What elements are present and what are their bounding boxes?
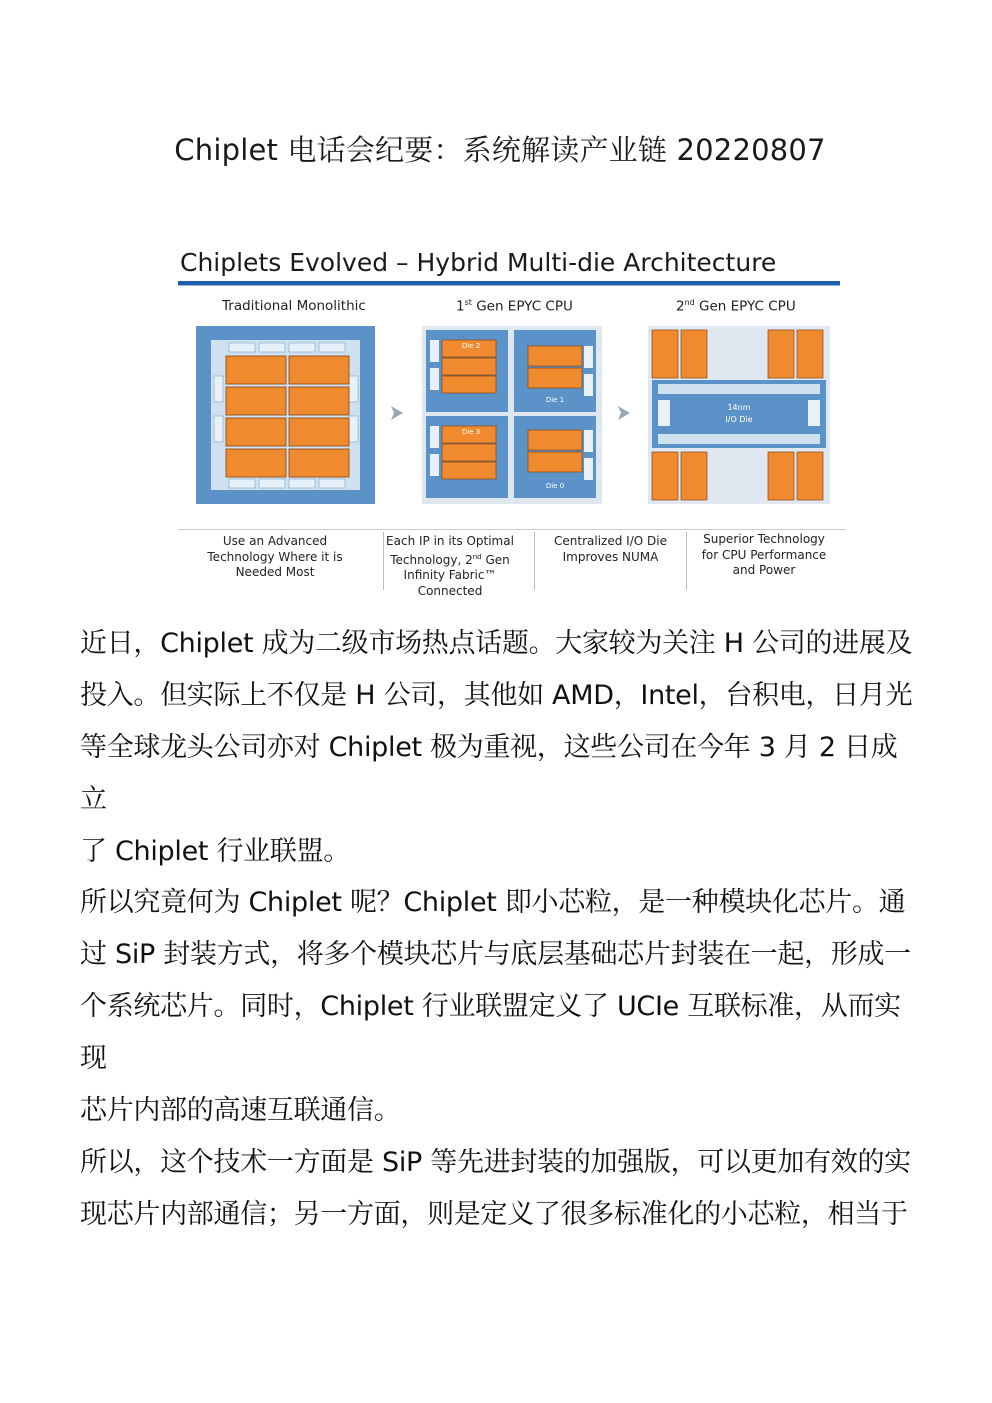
architecture-figure [178,244,846,604]
panel-heading-1st-gen: 1st Gen EPYC CPU [456,298,573,315]
die3-label: Die 3 [461,428,481,436]
caption-optimal-technology: Each IP in its Optimal Technology, 2nd Gen Infinity Fabric™ Connected [386,534,514,598]
panel-heading-monolithic: Traditional Monolithic [222,298,366,314]
caption-divider [686,532,687,590]
io-die-node-label: 14nm [727,403,751,412]
monolithic-chip [196,326,375,504]
caption-advanced-technology: Use an Advanced Technology Where it is Needed Most [207,534,343,579]
document-title: Chiplet 电话会纪要：系统解读产业链 20220807 [174,133,826,167]
caption-centralized-io: Centralized I/O Die Improves NUMA [554,534,667,564]
io-die-label: I/O Die [725,415,753,424]
paragraph-1: 近日，Chiplet 成为二级市场热点话题。大家较为关注 H 公司的进展及 投入。但实际上不仅是 H 公司，其他如 AMD，Intel，台积电，日月光 等全球龙头公司亦对 Chiplet 极为重视，这些公司在今年 3 月 2 日成立 了 Chiplet 行业联盟。 [80,628,913,867]
epyc-gen1-chip [422,326,602,504]
paragraph-3: 所以，这个技术一方面是 SiP 等先进封装的加强版，可以更加有效的实 现芯片内部通信；另一方面，则是定义了很多标准化的小芯粒，相当于 [80,1147,911,1230]
die0-label: Die 0 [545,482,565,490]
arrow-icon [391,406,403,420]
die1-label: Die 1 [545,396,565,404]
paragraph-2: 所以究竟何为 Chiplet 呢？Chiplet 即小芯粒，是一种模块化芯片。通 过 SiP 封装方式，将多个模块芯片与底层基础芯片封装在一起，形成一 个系统芯片。同时，Chiplet 行业联盟定义了 UCIe 互联标准，从而实现 芯片内部的高速互联通信。 [80,887,911,1126]
caption-divider [534,532,535,590]
caption-superior-technology: Superior Technology for CPU Performance and Power [701,532,827,577]
caption-rule [178,529,846,530]
arrow-icon [618,406,630,420]
die2-label: Die 2 [461,342,481,350]
panel-heading-2nd-gen: 2nd Gen EPYC CPU [676,298,796,315]
figure-title: Chiplets Evolved – Hybrid Multi-die Architecture [180,248,777,277]
epyc-gen2-chip [648,326,830,504]
